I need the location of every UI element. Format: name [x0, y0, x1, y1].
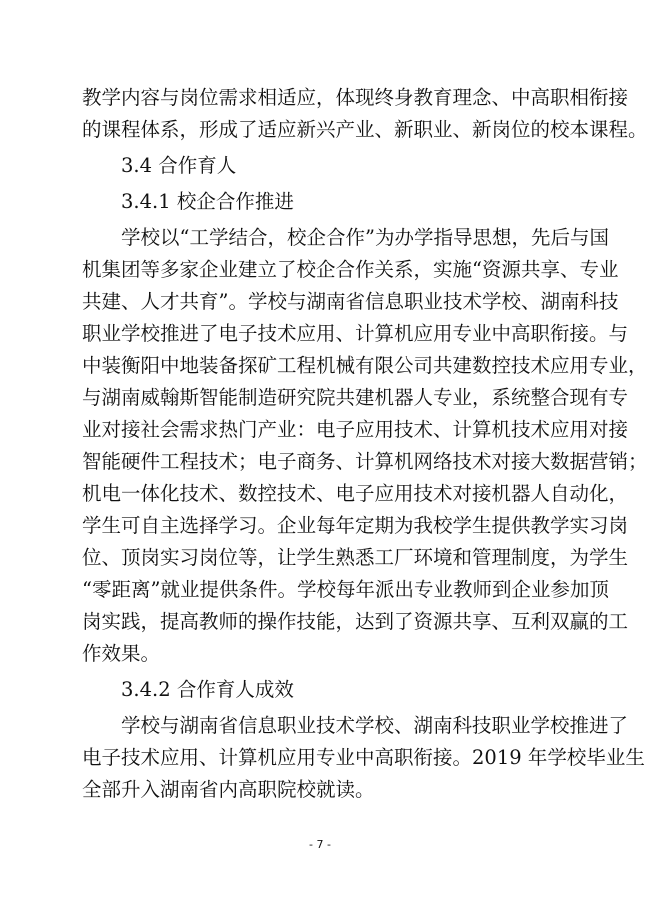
paragraph-line: 岗实践，提高教师的操作技能，达到了资源共享、互利双赢的工 — [82, 610, 629, 633]
paragraph-line: 作效果。 — [82, 642, 161, 665]
intro-line-2: 的课程体系，形成了适应新兴产业、新职业、新岗位的校本课程。 — [82, 118, 648, 141]
paragraph-line: 共建、人才共育”。学校与湖南省信息职业技术学校、湖南科技 — [82, 290, 619, 313]
paragraph-line: 职业学校推进了电子技术应用、计算机应用专业中高职衔接。与 — [82, 322, 629, 345]
section-heading: 3.4 合作育人 — [121, 154, 237, 177]
paragraph-line: 业对接社会需求热门产业：电子应用技术、计算机技术应用对接 — [82, 418, 629, 441]
paragraph-line: 中装衡阳中地装备探矿工程机械有限公司共建数控技术应用专业， — [82, 354, 648, 377]
intro-line-1: 教学内容与岗位需求相适应，体现终身教育理念、中高职相衔接 — [82, 86, 629, 109]
paragraph-line: 位、顶岗实习岗位等，让学生熟悉工厂环境和管理制度，为学生 — [82, 546, 629, 569]
paragraph-line: 机集团等多家企业建立了校企合作关系，实施“资源共享、专业 — [82, 258, 619, 281]
paragraph-line: 与湖南威翰斯智能制造研究院共建机器人专业，系统整合现有专 — [82, 386, 629, 409]
paragraph-line: 学校以“工学结合，校企合作”为办学指导思想，先后与国 — [121, 226, 609, 249]
paragraph-line: 电子技术应用、计算机应用专业中高职衔接。2019 年学校毕业生 — [82, 746, 645, 769]
paragraph-line: “零距离”就业提供条件。学校每年派出专业教师到企业参加顶 — [82, 578, 609, 601]
paragraph-line: 全部升入湖南省内高职院校就读。 — [82, 778, 375, 801]
paragraph-line: 智能硬件工程技术；电子商务、计算机网络技术对接大数据营销； — [82, 450, 648, 473]
paragraph-line: 学生可自主选择学习。企业每年定期为我校学生提供教学实习岗 — [82, 514, 629, 537]
page-number: - 7 - — [309, 838, 331, 851]
paragraph-line: 机电一体化技术、数控技术、电子应用技术对接机器人自动化， — [82, 482, 629, 505]
paragraph-line: 学校与湖南省信息职业技术学校、湖南科技职业学校推进了 — [121, 714, 629, 737]
subsection-heading-3-4-1: 3.4.1 校企合作推进 — [121, 190, 294, 213]
subsection-heading-3-4-2: 3.4.2 合作育人成效 — [121, 678, 294, 701]
